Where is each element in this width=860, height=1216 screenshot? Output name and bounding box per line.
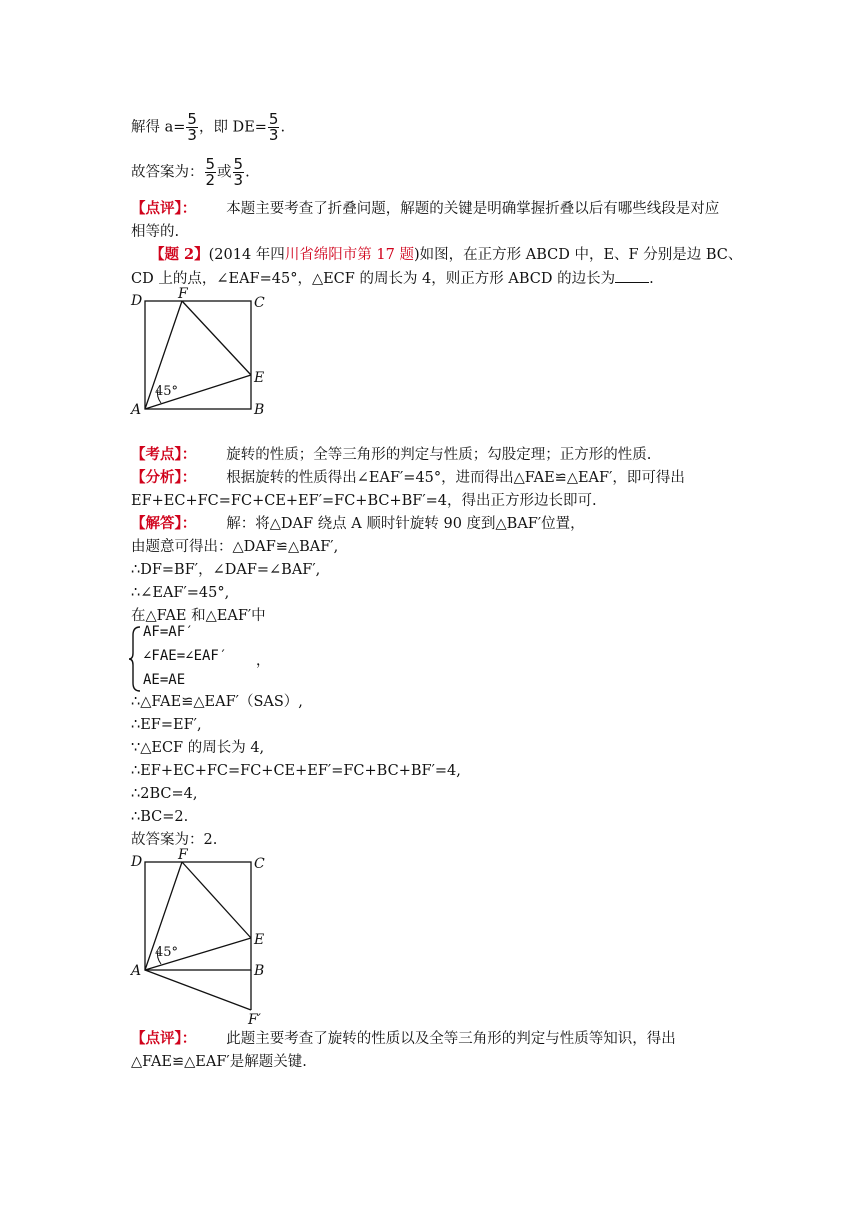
question-source: 川省绵阳市第 17 题: [284, 247, 414, 263]
square-diagram-2: [128, 846, 273, 1026]
system-eq-1: AF=AF′: [143, 624, 194, 640]
label-a: A: [131, 402, 142, 418]
step-line: ∴∠EAF′=45°,: [131, 585, 230, 601]
fraction: $\frac{5}{3}$: [187, 110, 197, 144]
system-eq-2: ∠FAE=∠EAF′: [143, 648, 228, 664]
label-d: D: [131, 854, 143, 870]
angle-label: 45°: [155, 384, 179, 399]
kaodian-label: 【考点】：: [131, 446, 197, 463]
dianping-line-2: △FAE≌△EAF′是解题关键.: [131, 1054, 307, 1070]
label-d: D: [131, 293, 143, 309]
step-line: ∴2BC=4,: [131, 786, 198, 802]
text: 解得 a=: [131, 119, 186, 136]
fraction: $\frac{5}{3}$: [268, 110, 279, 144]
jieda-line: 【解答】： 解：将△DAF 绕点 A 顺时针旋转 90 度到△BAF′位置，: [131, 515, 585, 532]
comment-label: 【点评】：: [131, 200, 197, 217]
dianping-label: 【点评】：: [131, 1030, 197, 1047]
step-line: 故答案为：2.: [131, 832, 218, 848]
label-e: E: [254, 370, 265, 386]
question-2-line-2: CD 上的点，∠EAF=45°，△ECF 的周长为 4，则正方形 ABCD 的边长为 .: [131, 268, 654, 289]
step-line: ∴EF+EC+FC=FC+CE+EF′=FC+BC+BF′=4,: [131, 763, 461, 779]
label-f-prime: F′: [248, 1012, 261, 1026]
jieda-label: 【解答】：: [131, 515, 197, 532]
fraction: $\frac{5}{2}$: [205, 155, 216, 189]
answer-blank: [615, 268, 649, 283]
step-line: 在△FAE 和△EAF′中: [131, 608, 266, 624]
system-comma: ，: [256, 653, 270, 669]
comment-line: 【点评】： 本题主要考查了折叠问题，解题的关键是明确掌握折叠以后有哪些线段是对应: [131, 200, 720, 217]
fenxi-line: 【分析】： 根据旋转的性质得出∠EAF′=45°，进而得出△FAE≌△EAF′，即可得出: [131, 469, 685, 486]
step-line: ∴EF=EF′,: [131, 717, 202, 733]
step-line: 由题意可得出：△DAF≌△BAF′,: [131, 539, 339, 555]
fenxi-label: 【分析】：: [131, 469, 197, 486]
step-line: ∴BC=2.: [131, 809, 189, 825]
text: ，即 DE=: [198, 119, 267, 136]
kaodian-line: 【考点】： 旋转的性质；全等三角形的判定与性质；勾股定理；正方形的性质.: [131, 446, 652, 463]
step-line: ∴DF=BF′，∠DAF=∠BAF′,: [131, 562, 321, 578]
label-f: F: [178, 847, 188, 863]
label-b: B: [254, 402, 265, 418]
question-label: 【题 2】: [150, 246, 209, 263]
comment-line-2: 相等的.: [131, 224, 180, 240]
square-diagram-1: [128, 286, 273, 422]
fraction: $\frac{5}{3}$: [233, 155, 244, 189]
angle-label: 45°: [155, 945, 179, 960]
solution-line: 解得 a= $\frac{5}{3}$ ，即 DE= $\frac{5}{3}$ .: [131, 110, 286, 144]
label-e: E: [254, 932, 265, 948]
dianping-line: 【点评】： 此题主要考查了旋转的性质以及全等三角形的判定与性质等知识，得出: [131, 1030, 676, 1047]
step-line: ∴△FAE≌△EAF′（SAS）,: [131, 694, 303, 710]
label-f: F: [178, 286, 188, 302]
fenxi-line-2: EF+EC+FC=FC+CE+EF′=FC+BC+BF′=4，得出正方形边长即可.: [131, 493, 597, 509]
label-a: A: [131, 963, 142, 979]
label-c: C: [254, 856, 265, 872]
label-b: B: [254, 963, 265, 979]
question-2-line: 【题 2】(2014 年四川省绵阳市第 17 题)如图，在正方形 ABCD 中，E、F 分别是边 BC、: [150, 246, 743, 263]
label-c: C: [254, 295, 265, 311]
system-eq-3: AE=AE: [143, 672, 186, 688]
step-line: ∵△ECF 的周长为 4,: [131, 740, 265, 756]
brace-icon: [128, 625, 144, 693]
answer-line: 故答案为： $\frac{5}{2}$ 或 $\frac{5}{3}$ .: [131, 155, 250, 189]
